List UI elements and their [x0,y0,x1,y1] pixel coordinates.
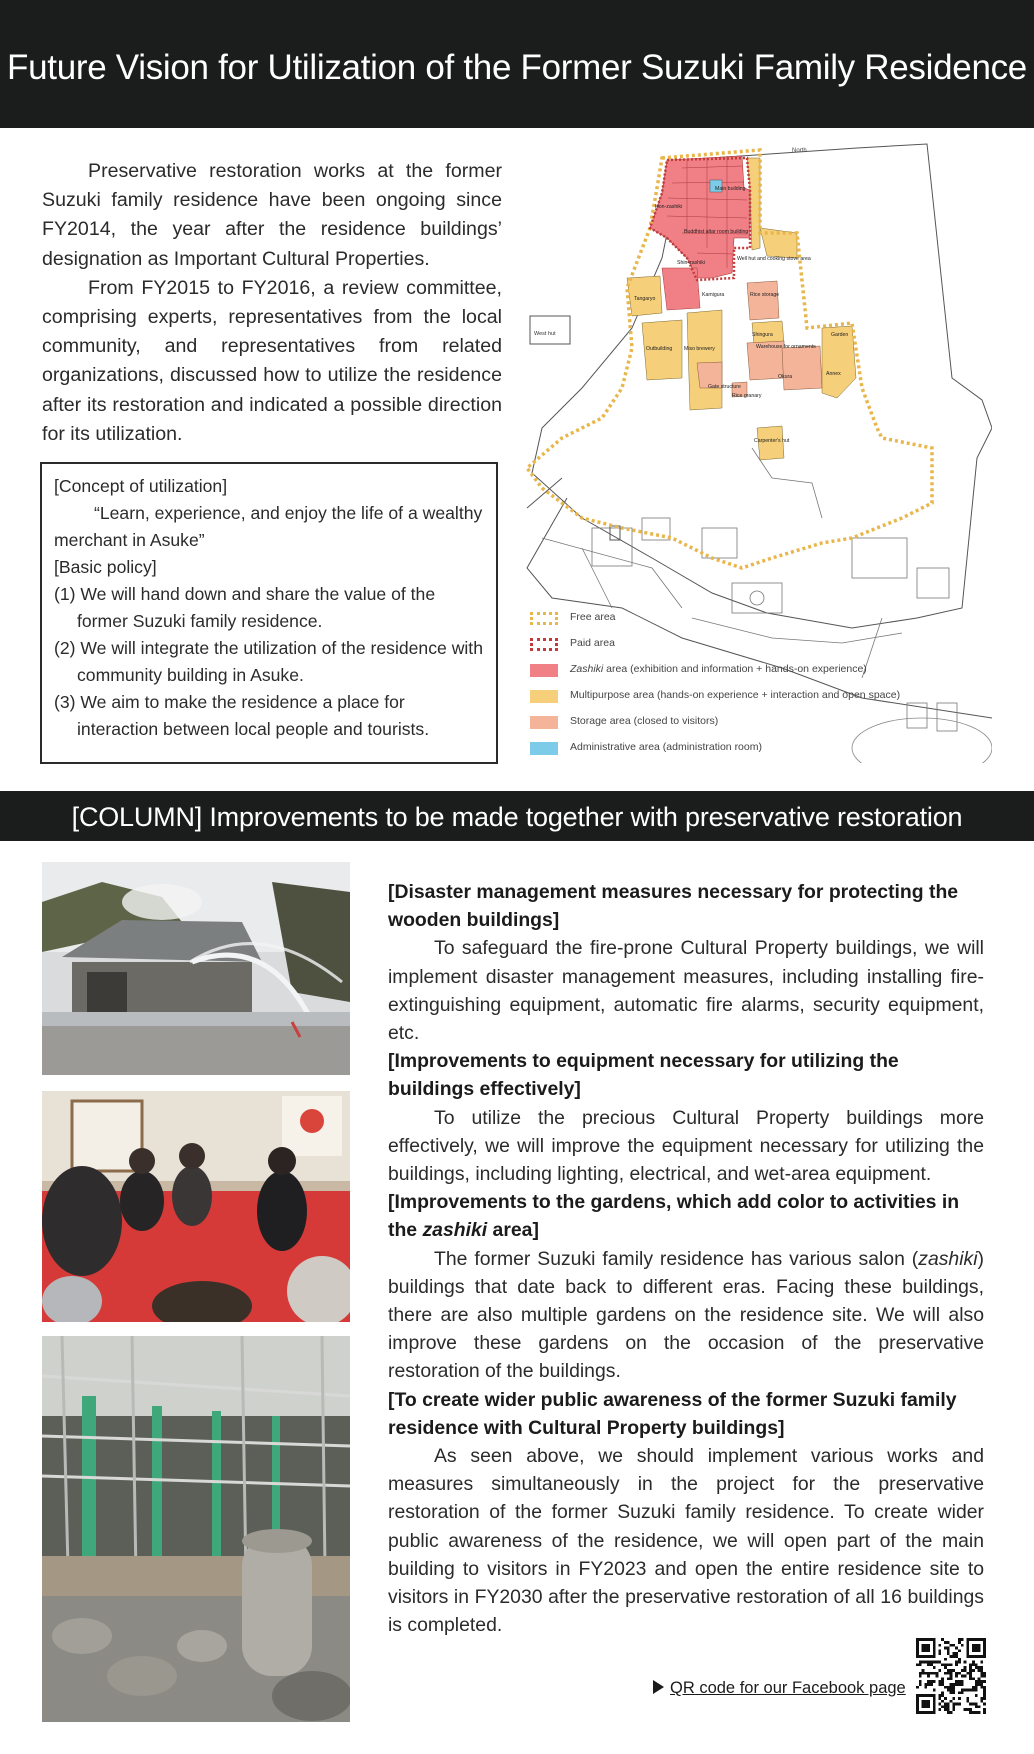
restoration-work-photo [42,1336,350,1722]
section-body: As seen above, we should implement various works and measures simultaneously in the project for the preservative restoration of the former Suzuki family residence. To create wider public awareness of the residence, we will open part of the main building to visitors in FY2023 and open the entire residence site to visitors in FY2030 after the preservative restoration of all 16 buildings is completed. [388,1445,984,1637]
heading-part: area] [487,1219,539,1242]
body-part: The former Suzuki family residence has various salon ( [434,1247,919,1270]
legend-label: Paid area [570,637,615,649]
map-label: Warehouse for ornaments [756,344,816,350]
map-label: Shin-zashiki [677,260,705,266]
map-label: Rice storage [750,292,780,298]
map-label: Gate structure [708,384,741,390]
map-label: West hut [534,331,556,337]
map-label: Shingura [752,332,773,338]
legend-swatch-storage [530,716,558,729]
map-label: Garden [831,332,849,338]
qr-code-link[interactable] [653,1679,906,1698]
legend-label: Free area [570,611,616,623]
intro-text [42,157,502,449]
legend-swatch-multipurpose [530,690,558,703]
heading-part: [Improvements to the gardens, which add color to activities in the [388,1191,960,1242]
legend-label-em: Zashiki [570,663,604,675]
concept-box [40,462,498,764]
map-label: Annex [826,371,841,377]
qr-code[interactable] [916,1638,986,1714]
legend-label [570,663,867,675]
body-part: ) buildings that date back to different eras. Facing these buildings, there are also multiple gardens on the residence site. We will also improve these gardens on the occasion of the preservative restoration of the buildings. [388,1247,984,1383]
policy-heading: [Basic policy] [54,557,157,577]
column-banner [0,791,1034,841]
map-label: Miso brewery [684,346,715,352]
legend-label: Administrative area (administration room) [570,741,762,753]
map-label: Okura [778,374,793,380]
body-em: zashiki [918,1247,978,1270]
section-body: To safeguard the fire-prone Cultural Property buildings, we will implement disaster management measures, including installing fire-extinguishing equipment, automatic fire alarms, security equipment, etc. [388,937,984,1045]
map-label: Rice granary [732,393,762,399]
map-label: Outbuilding [646,346,673,352]
qr-label-text: QR code for our Facebook page [670,1679,906,1697]
legend-swatch-zashiki [530,664,558,677]
section-body [388,1245,984,1386]
legend-swatch-paid [530,638,558,651]
map-label: Tangaryo [634,296,656,302]
legend-label: Storage area (closed to visitors) [570,715,719,727]
policy-item: (1) We will hand down and share the value of the former Suzuki family residence. [54,584,436,631]
heading-em: zashiki [422,1219,488,1242]
legend-swatch-free [530,612,558,625]
map-label: Well hut and cooking stove area [737,256,811,262]
section-heading: [To create wider public awareness of the former Suzuki family residence with Cultural Property buildings] [388,1388,957,1439]
legend-label-rest: area (exhibition and information + hands-on experience) [603,663,867,675]
section-heading [388,1188,984,1244]
map-label: Kamigura [702,292,725,298]
column-text [388,878,984,1639]
section-body: To utilize the precious Cultural Property buildings more effectively, we will improve the equipment necessary for utilizing the buildings, including lighting, electrical, and wet-area equipment. [388,1106,984,1186]
section-heading: [Improvements to equipment necessary for utilizing the buildings effectively] [388,1050,899,1101]
column-title: [COLUMN] Improvements to be made together with preservative restoration [71,802,963,832]
fire-drill-photo [42,862,350,1075]
page-title-banner [0,0,1034,128]
policy-item: (3) We aim to make the residence a place for interaction between local people and tourists. [54,692,430,739]
north-label: North [792,148,807,154]
legend-label: Multipurpose area (hands-on experience + interaction and open space) [570,689,901,701]
intro-paragraph: From FY2015 to FY2016, a review committee, comprising experts, representatives from the local community, and representatives from related organizations, discussed how to utilize the residence after its restoration and indicated a possible direction for its utilization. [42,276,502,445]
arrow-right-icon [653,1680,664,1694]
concept-heading: [Concept of utilization] [54,476,228,496]
map-label: Buddhist altar room building [684,229,749,235]
zashiki-activity-photo [42,1091,350,1322]
map-label: Hon-zashiki [655,204,683,210]
intro-paragraph: Preservative restoration works at the former Suzuki family residence have been ongoing since FY2014, the year after the residence buildings’ designation as Important Cultural Properties. [42,160,502,270]
map-label: Carpenter's hut [754,438,790,444]
concept-quote: “Learn, experience, and enjoy the life of a wealthy merchant in Asuke” [54,503,483,550]
section-heading: [Disaster management measures necessary for protecting the wooden buildings] [388,881,959,932]
legend-swatch-administrative [530,742,558,755]
policy-item: (2) We will integrate the utilization of the residence with community building in Asuke. [54,638,483,685]
map-label: Main building [715,186,746,192]
page-title: Future Vision for Utilization of the Former Suzuki Family Residence [7,48,1027,87]
